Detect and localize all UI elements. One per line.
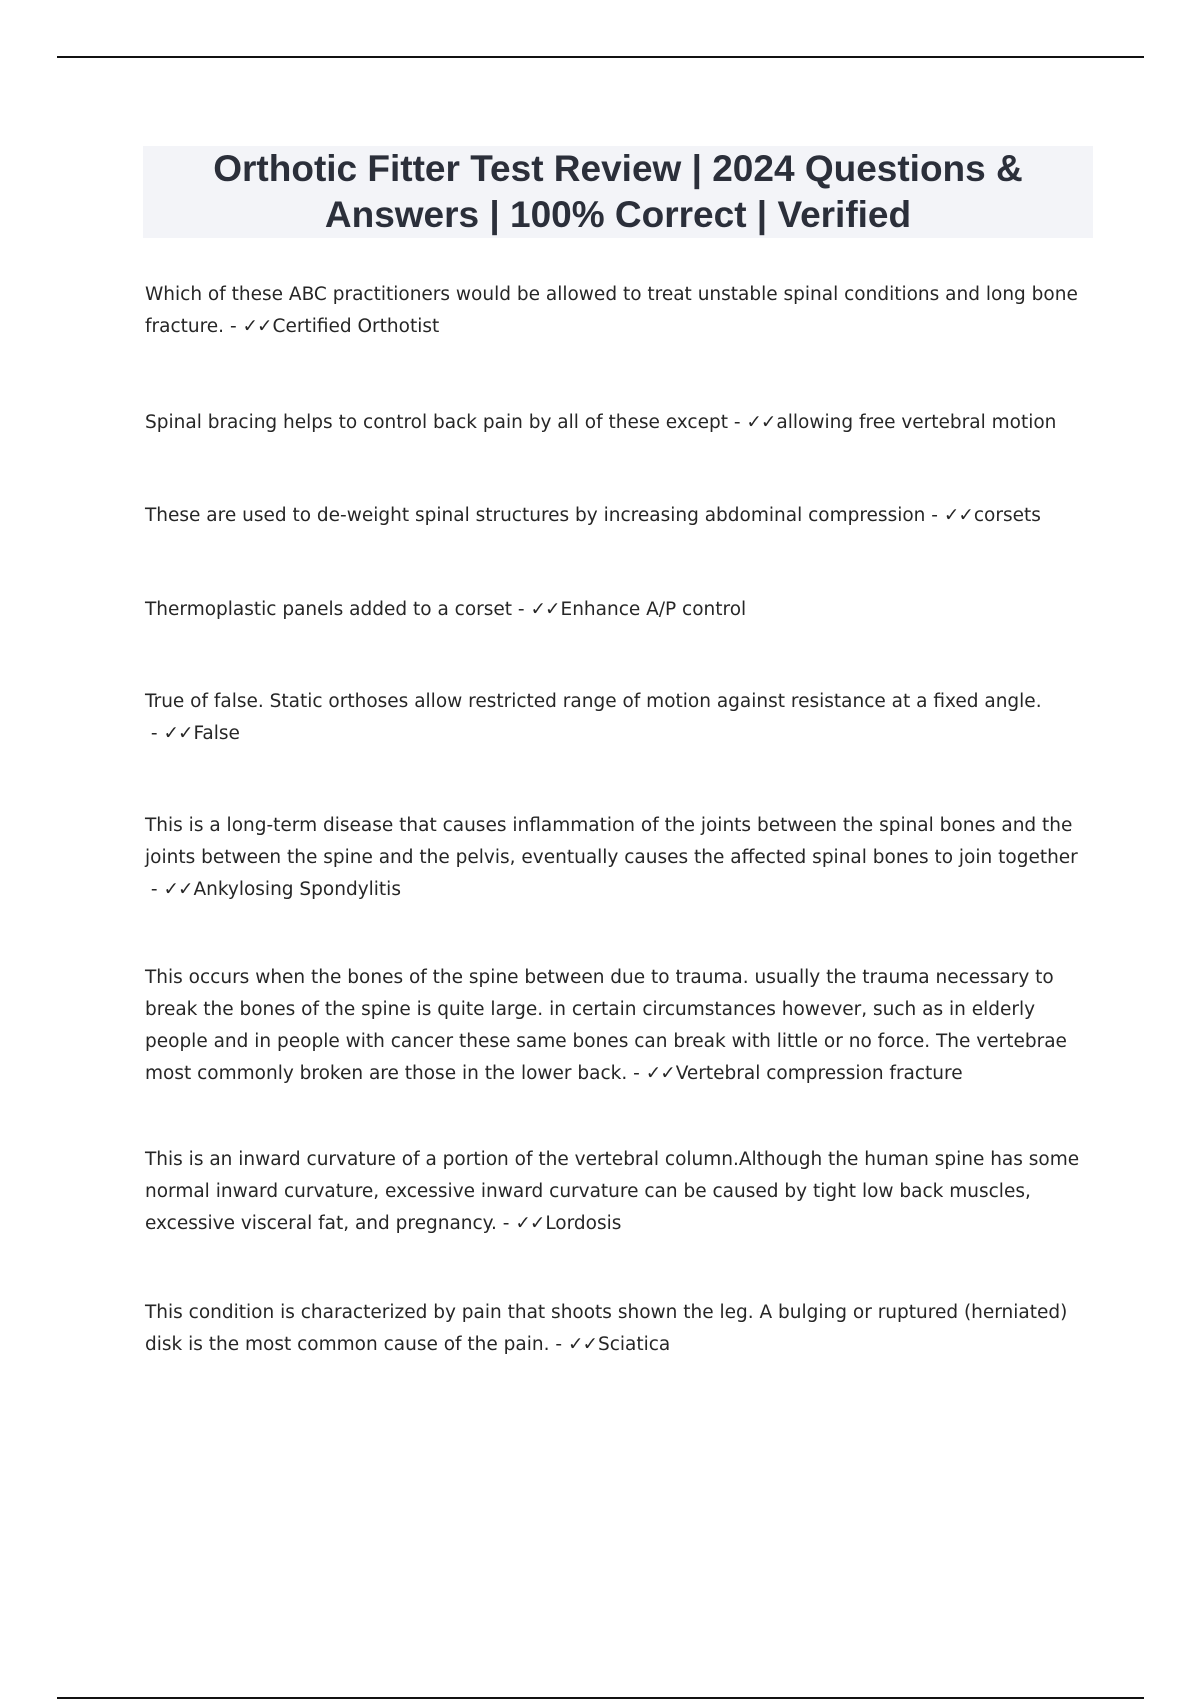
qa-item — [145, 962, 1090, 1090]
question-text: Which of these ABC practitioners would be allowed to treat unstable spinal conditions and long bone fracture. — [145, 284, 1078, 337]
qa-item — [145, 810, 1090, 906]
qa-item — [145, 407, 1090, 439]
qa-item — [145, 686, 1090, 750]
question-text: This is a long-term disease that causes inflammation of the joints between the spinal bones and the joints between the spine and the pelvis, eventually causes the affected spinal bones to join together — [145, 815, 1078, 868]
separator: - — [549, 1334, 568, 1355]
double-check-icon: ✓✓ — [746, 412, 776, 433]
separator: - — [727, 412, 747, 433]
double-check-icon: ✓✓ — [567, 1334, 597, 1355]
qa-item — [145, 1144, 1090, 1240]
double-check-icon: ✓✓ — [242, 316, 272, 337]
qa-item — [145, 279, 1090, 343]
separator: - — [224, 316, 243, 337]
separator: - — [145, 723, 164, 744]
document-title: Orthotic Fitter Test Review | 2024 Questions & Answers | 100% Correct | Verified — [213, 148, 1023, 235]
question-text: This occurs when the bones of the spine between due to trauma. usually the trauma necessary to break the bones of the spine is quite large. in certain circumstances however, such as in elderly people and in people with cancer these same bones can break with little or no force. The vertebrae most commonly broken are those in the lower back. — [145, 967, 1067, 1084]
question-text: This is an inward curvature of a portion of the vertebral column.Although the human spine has some normal inward curvature, excessive inward curvature can be caused by tight low back muscles, excessive visceral fat, and pregnancy. — [145, 1149, 1080, 1234]
question-text: Thermoplastic panels added to a corset — [145, 599, 513, 620]
bottom-rule — [57, 1697, 1144, 1699]
answer-text: corsets — [973, 505, 1041, 526]
qa-item — [145, 594, 1090, 626]
double-check-icon: ✓✓ — [163, 723, 193, 744]
double-check-icon: ✓✓ — [943, 505, 973, 526]
separator: - — [145, 879, 164, 900]
question-text: True of false. Static orthoses allow restricted range of motion against resistance at a fixed angle. — [145, 691, 1042, 712]
answer-text: Lordosis — [545, 1213, 622, 1234]
answer-text: Certified Orthotist — [272, 316, 440, 337]
top-rule — [57, 56, 1144, 58]
separator: - — [627, 1063, 646, 1084]
double-check-icon: ✓✓ — [163, 879, 193, 900]
separator: - — [925, 505, 944, 526]
title-banner — [143, 146, 1093, 238]
question-text: Spinal bracing helps to control back pain by all of these except — [145, 412, 728, 433]
answer-text: Enhance A/P control — [560, 599, 747, 620]
answer-text: Sciatica — [597, 1334, 671, 1355]
separator: - — [496, 1213, 516, 1234]
answer-text: Vertebral compression fracture — [675, 1063, 963, 1084]
answer-text: False — [193, 723, 240, 744]
double-check-icon: ✓✓ — [645, 1063, 675, 1084]
answer-text: allowing free vertebral motion — [776, 412, 1057, 433]
answer-text: Ankylosing Spondylitis — [193, 879, 401, 900]
qa-item — [145, 500, 1090, 532]
question-text: This condition is characterized by pain that shoots shown the leg. A bulging or ruptured (herniated) disk is the most common cause of the pain. — [145, 1302, 1068, 1355]
double-check-icon: ✓✓ — [515, 1213, 545, 1234]
qa-item — [145, 1297, 1090, 1361]
question-text: These are used to de-weight spinal structures by increasing abdominal compression — [145, 505, 926, 526]
double-check-icon: ✓✓ — [530, 599, 560, 620]
separator: - — [512, 599, 531, 620]
